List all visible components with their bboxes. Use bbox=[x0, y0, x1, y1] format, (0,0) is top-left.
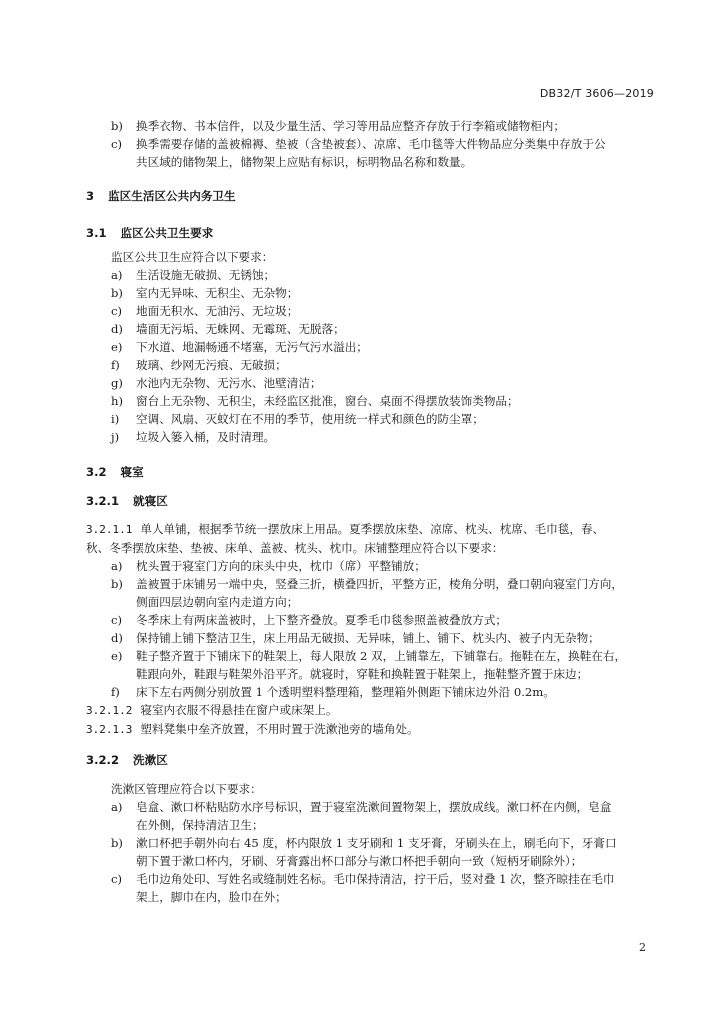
bed-item-f bbox=[86, 683, 658, 701]
document-code: DB32/T 3606—2019 bbox=[539, 87, 654, 100]
section-title: 寝室 bbox=[120, 465, 144, 479]
requirement-item bbox=[86, 410, 658, 428]
section-title: 监区生活区公共内务卫生 bbox=[108, 189, 236, 203]
section-title: 洗漱区 bbox=[133, 753, 168, 767]
item-marker: d) bbox=[111, 631, 123, 645]
item-text: 生活设施无破损、无锈蚀； bbox=[136, 268, 276, 282]
item-marker: i) bbox=[111, 412, 120, 426]
item-marker: b) bbox=[111, 836, 123, 850]
top-item-c bbox=[86, 135, 658, 153]
wash-item-c bbox=[86, 870, 658, 888]
item-text: 盖被置于床铺另一端中央，竖叠三折，横叠四折，平整方正，棱角分明，叠口朝向寝室门方向， bbox=[136, 577, 623, 591]
item-marker: d) bbox=[111, 322, 123, 336]
item-marker: h) bbox=[111, 394, 123, 408]
item-continuation: 架上，脚巾在内，脸巾在外； bbox=[136, 890, 287, 904]
item-text: 窗台上无杂物、无积尘，未经监区批准，窗台、桌面不得摆放装饰类物品； bbox=[136, 394, 519, 408]
section-number: 3.2.2 bbox=[86, 753, 120, 767]
top-item-b bbox=[86, 117, 658, 135]
item-text: 鞋子整齐置于下铺床下的鞋架上，每人限放 2 双，上铺靠左，下铺靠右。拖鞋在左，换鞋在右， bbox=[136, 649, 627, 663]
item-continuation: 侧面四层边朝向室内走道方向； bbox=[136, 595, 299, 609]
clause-number: 3.2.1.3 bbox=[86, 723, 133, 736]
item-marker: g) bbox=[111, 376, 123, 390]
section-number: 3.2 bbox=[86, 465, 107, 479]
item-marker: e) bbox=[111, 649, 123, 663]
requirement-item bbox=[86, 392, 658, 410]
item-text: 垃圾入篓入桶，及时清理。 bbox=[136, 430, 276, 444]
bed-item-a bbox=[86, 557, 658, 575]
item-marker: a) bbox=[111, 268, 123, 282]
item-text: 冬季床上有两床盖被时，上下整齐叠放。夏季毛巾毯参照盖被叠放方式； bbox=[136, 613, 508, 627]
requirement-item bbox=[86, 284, 658, 302]
section-3-1-intro: 监区公共卫生应符合以下要求： bbox=[111, 250, 274, 264]
item-continuation: 共区域的储物架上，储物架上应贴有标识，标明物品名称和数量。 bbox=[136, 155, 473, 169]
item-marker: b) bbox=[111, 286, 123, 300]
item-text: 漱口杯把手朝外向右 45 度，杯内限放 1 支牙刷和 1 支牙膏，牙刷头在上，刷毛向下，牙膏口 bbox=[136, 836, 617, 850]
item-text: 墙面无污垢、无蛛网、无霉斑、无脱落； bbox=[136, 322, 345, 336]
item-marker: f) bbox=[111, 685, 120, 699]
clause-text: 塑料凳集中垒齐放置，不用时置于洗漱池旁的墙角处。 bbox=[140, 722, 419, 736]
item-marker: c) bbox=[111, 304, 123, 318]
item-text: 皂盒、漱口杯粘贴防水序号标识，置于寝室洗漱间置物架上，摆放成线。漱口杯在内侧，皂盒 bbox=[136, 800, 612, 814]
item-continuation: 朝下置于漱口杯内，牙刷、牙膏露出杯口部分与漱口杯把手朝向一致（短柄牙刷除外）； bbox=[136, 854, 583, 868]
item-text: 床下左右两侧分别放置 1 个透明塑料整理箱，整理箱外侧距下铺床边外沿 0.2m。 bbox=[136, 685, 555, 699]
item-text: 室内无异味、无积尘、无杂物； bbox=[136, 286, 299, 300]
item-marker: f) bbox=[111, 358, 120, 372]
item-continuation: 鞋跟向外，鞋跟与鞋架外沿平齐。就寝时，穿鞋和换鞋置于鞋架上，拖鞋整齐置于床边； bbox=[136, 667, 589, 681]
bed-item-d bbox=[86, 629, 658, 647]
section-3-heading bbox=[86, 187, 658, 205]
bed-item-c bbox=[86, 611, 658, 629]
item-marker: e) bbox=[111, 340, 123, 354]
item-text: 枕头置于寝室门方向的床头中央，枕巾（席）平整铺放； bbox=[136, 559, 426, 573]
requirement-item bbox=[86, 320, 658, 338]
item-text: 水池内无杂物、无污水、池壁清洁； bbox=[136, 376, 322, 390]
section-3-2-2-heading bbox=[86, 751, 658, 769]
section-title: 监区公共卫生要求 bbox=[120, 226, 214, 240]
section-3-2-1-heading bbox=[86, 492, 658, 510]
item-marker: c) bbox=[111, 613, 123, 627]
section-3-2-heading bbox=[86, 463, 658, 481]
item-text: 换季需要存储的盖被棉褥、垫被（含垫被套）、凉席、毛巾毯等大件物品应分类集中存放于公 bbox=[136, 137, 606, 151]
clause-text: 寝室内衣服不得悬挂在窗户或床架上。 bbox=[140, 703, 338, 717]
item-text: 保持铺上铺下整洁卫生，床上用品无破损、无异味，铺上、铺下、枕头内、被子内无杂物； bbox=[136, 631, 600, 645]
requirement-item bbox=[86, 374, 658, 392]
requirement-item bbox=[86, 356, 658, 374]
page-number: 2 bbox=[639, 941, 646, 954]
section-number: 3.1 bbox=[86, 226, 107, 240]
clause-3-2-1-2 bbox=[86, 701, 658, 720]
clause-number: 3.2.1.1 bbox=[86, 523, 133, 536]
item-continuation: 在外侧，保持清洁卫生； bbox=[136, 818, 264, 832]
wash-item-b bbox=[86, 834, 658, 852]
clause-3-2-1-3 bbox=[86, 720, 658, 739]
item-text: 下水道、地漏畅通不堵塞，无污气污水溢出； bbox=[136, 340, 368, 354]
requirement-item bbox=[86, 266, 658, 284]
item-text: 地面无积水、无油污、无垃圾； bbox=[136, 304, 299, 318]
item-marker: a) bbox=[111, 559, 123, 573]
clause-3-2-1-1 bbox=[86, 520, 658, 539]
requirement-item bbox=[86, 338, 658, 356]
item-text: 空调、风扇、灭蚊灯在不用的季节，使用统一样式和颜色的防尘罩； bbox=[136, 412, 484, 426]
item-text: 换季衣物、书本信件，以及少量生活、学习等用品应整齐存放于行李箱或储物柜内； bbox=[136, 119, 565, 133]
section-title: 就寝区 bbox=[133, 494, 168, 508]
section-number: 3 bbox=[86, 189, 95, 203]
bed-item-b bbox=[86, 575, 658, 593]
requirement-item bbox=[86, 428, 658, 446]
item-marker: c) bbox=[111, 137, 123, 151]
wash-item-a bbox=[86, 798, 658, 816]
section-3-1-heading bbox=[86, 224, 658, 242]
document-body bbox=[86, 117, 658, 906]
bed-item-e bbox=[86, 647, 658, 665]
item-text: 毛巾边角处印、写姓名或缝制姓名标。毛巾保持清洁，拧干后，竖对叠 1 次，整齐晾挂在毛巾 bbox=[136, 872, 615, 886]
item-marker: j) bbox=[111, 430, 120, 444]
requirement-item bbox=[86, 302, 658, 320]
clause-continuation: 秋、冬季摆放床垫、垫被、床单、盖被、枕头、枕巾。床铺整理应符合以下要求： bbox=[86, 541, 504, 555]
clause-number: 3.2.1.2 bbox=[86, 704, 133, 717]
item-marker: a) bbox=[111, 800, 123, 814]
item-marker: c) bbox=[111, 872, 123, 886]
item-text: 玻璃、纱网无污痕、无破损； bbox=[136, 358, 287, 372]
clause-text: 单人单铺，根据季节统一摆放床上用品。夏季摆放床垫、凉席、枕头、枕席、毛巾毯，春、 bbox=[140, 522, 605, 536]
item-marker: b) bbox=[111, 119, 123, 133]
section-number: 3.2.1 bbox=[86, 494, 120, 508]
item-marker: b) bbox=[111, 577, 123, 591]
section-3-2-2-intro: 洗漱区管理应符合以下要求： bbox=[111, 782, 262, 796]
